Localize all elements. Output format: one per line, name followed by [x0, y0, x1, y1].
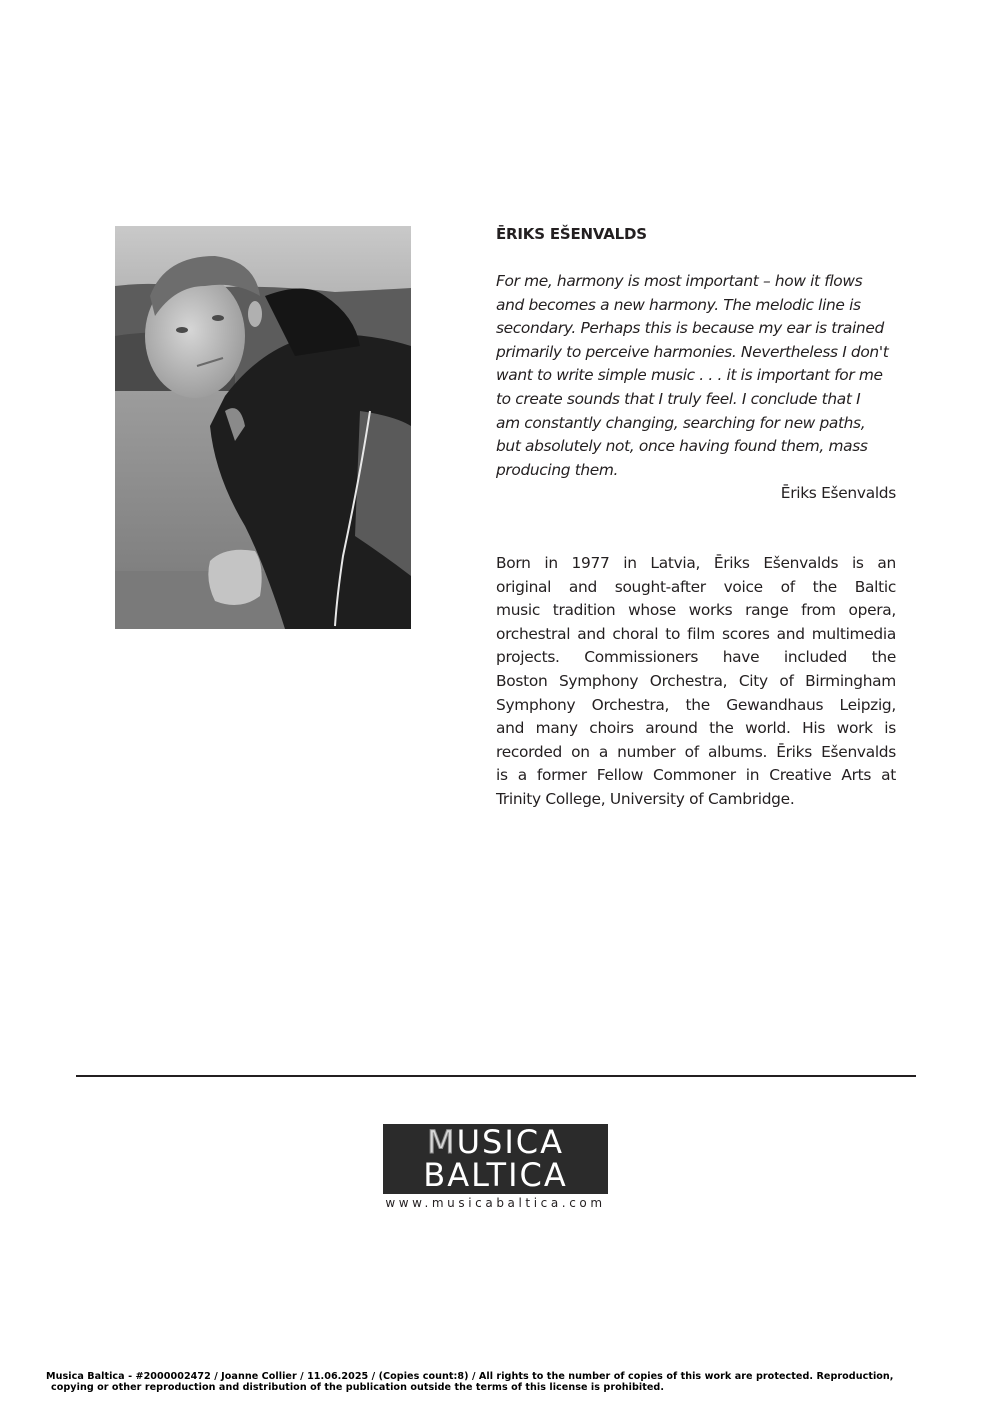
- composer-name-heading: ĒRIKS EŠENVALDS: [496, 225, 647, 243]
- license-notice: [46, 1371, 946, 1393]
- quote-line: am constantly changing, searching for new paths,: [496, 413, 866, 432]
- bio-line: Born in 1977 in Latvia, Ēriks Ešenvalds is an: [496, 554, 896, 572]
- bio-line: Symphony Orchestra, the Gewandhaus Leipzig,: [496, 695, 896, 714]
- composer-photo: [115, 226, 411, 629]
- quote-line: want to write simple music . . . it is important for me: [496, 366, 883, 385]
- quote-line: For me, harmony is most important – how it flows: [496, 272, 863, 290]
- quote-line: but absolutely not, once having found them, mass: [496, 437, 868, 456]
- composer-quote: [496, 270, 896, 482]
- publisher-url[interactable]: www.musicabaltica.com: [385, 1196, 606, 1210]
- bio-line: Trinity College, University of Cambridge.: [496, 789, 795, 808]
- logo-line-rest: USICA: [456, 1123, 564, 1161]
- bio-line: is a former Fellow Commoner in Creative Arts at: [496, 766, 896, 785]
- quote-line: secondary. Perhaps this is because my ear is trained: [496, 319, 884, 338]
- bio-line: music tradition whose works range from opera,: [496, 601, 896, 620]
- quote-line: to create sounds that I truly feel. I conclude that I: [496, 389, 861, 408]
- logo-line-musica: [383, 1123, 608, 1161]
- horizontal-divider: [76, 1075, 916, 1077]
- license-line: copying or other reproduction and distribution of the publication outside the terms of this license is prohibited.: [51, 1382, 665, 1393]
- quote-line: and becomes a new harmony. The melodic line is: [496, 295, 861, 314]
- quote-line: producing them.: [496, 460, 619, 479]
- bio-line: orchestral and choral to film scores and multimedia: [496, 624, 896, 643]
- quote-attribution: Ēriks Ešenvalds: [780, 484, 896, 502]
- publisher-logo: [383, 1124, 608, 1194]
- bio-line: recorded on a number of albums. Ēriks Ešenvalds: [496, 742, 896, 761]
- bio-line: projects. Commissioners have included the: [496, 648, 896, 667]
- license-line: Musica Baltica - #2000002472 / Joanne Collier / 11.06.2025 / (Copies count:8) / All rights to the number of copies of this work are protected. Reproduction,: [46, 1371, 894, 1382]
- composer-photo-image: [115, 226, 411, 629]
- bio-line: original and sought-after voice of the Baltic: [496, 577, 896, 596]
- bio-line: and many choirs around the world. His work is: [496, 719, 896, 738]
- logo-line-baltica: BALTICA: [423, 1156, 568, 1194]
- logo-first-letter: M: [426, 1123, 457, 1161]
- composer-biography: [496, 552, 896, 812]
- quote-line: primarily to perceive harmonies. Nevertheless I don't: [496, 342, 889, 361]
- bio-line: Boston Symphony Orchestra, City of Birmingham: [496, 671, 896, 690]
